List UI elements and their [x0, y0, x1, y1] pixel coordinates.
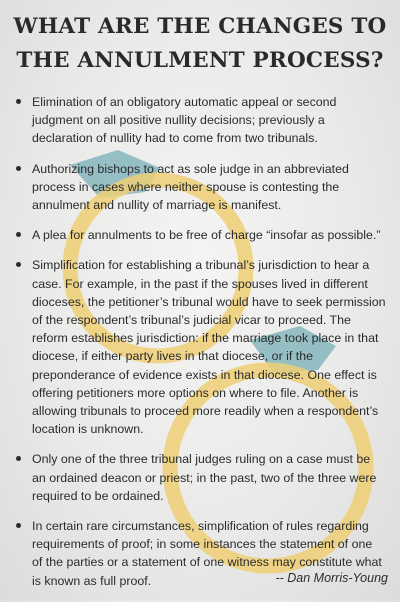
list-item — [14, 93, 386, 148]
list-item — [14, 256, 386, 438]
page-title — [0, 10, 400, 78]
bullet-icon — [16, 232, 21, 237]
bullet-icon — [16, 523, 21, 528]
list-item-text: Elimination of an obligatory automatic appeal or second judgment on all positive nullity decisions; previously a declaration of nullity had to come from two tribunals. — [32, 95, 337, 146]
list-item — [14, 450, 386, 505]
bullet-icon — [16, 262, 21, 267]
title-line-2: THE ANNULMENT PROCESS? — [16, 48, 384, 73]
list-item-text: Only one of the three tribunal judges ruling on a case must be an ordained deacon or priest; in the past, two of the three were required to be ordained. — [32, 452, 377, 503]
title-line-1: WHAT ARE THE CHANGES TO — [13, 14, 387, 39]
bullet-icon — [16, 166, 21, 171]
changes-list — [14, 93, 386, 602]
list-item-text: Authorizing bishops to act as sole judge in an abbreviated process in cases where neither spouse is contesting the annulment and nullity of marriage is manifest. — [32, 161, 349, 213]
bullet-icon — [16, 456, 21, 461]
bullet-icon — [16, 99, 21, 104]
list-item-text: A plea for annulments to be free of charge “insofar as possible.” — [32, 228, 381, 243]
list-item — [14, 160, 386, 215]
list-item-text: Simplification for establishing a tribunal’s jurisdiction to hear a case. For example, in the past if the spouses lived in different dioceses, the petitioner’s tribunal would have to seek permission of the respondent’s tribunal’s judicial vicar to proceed. The reform establishes jurisdiction: if the marriage took place in that diocese, if either party lives in that diocese, or if the preponderance of evidence exists in that diocese. One effect is offering petitioners more options on where to file. Another is allowing tribunals to proceed more readily when a respondent’s location is unknown. — [32, 258, 386, 437]
list-item — [14, 226, 386, 244]
author-credit: -- Dan Morris-Young — [275, 571, 388, 585]
list-item-text: In certain rare circumstances, simplification of rules regarding requirements of proof; in some instances the statement of one of the parties or a statement of one witness may constitute what is known as full proof. — [32, 519, 382, 588]
